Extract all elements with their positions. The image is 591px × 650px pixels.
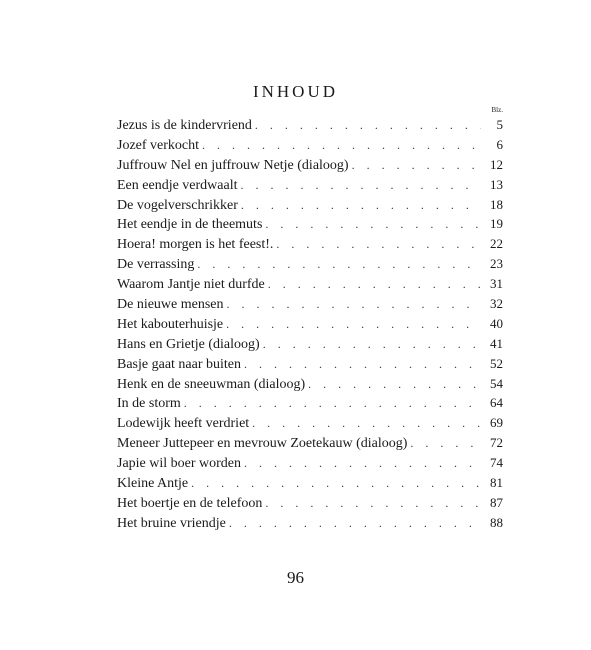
toc-entry <box>117 135 503 155</box>
toc-entry-title: De vogelverschrikker <box>117 197 238 213</box>
toc-entry-title: Lodewijk heeft verdriet <box>117 416 250 432</box>
dot-leader <box>265 215 481 235</box>
dot-leader <box>410 434 481 454</box>
dot-leader <box>191 474 481 494</box>
toc-entry <box>117 254 503 274</box>
dot-leader <box>265 494 481 514</box>
toc-entry <box>117 175 503 195</box>
toc-entry-title: Het eendje in de theemuts <box>117 217 263 233</box>
toc-entry-title: Hans en Grietje (dialoog) <box>117 336 260 352</box>
toc-entry-page: 87 <box>490 494 503 510</box>
toc-entry-page: 74 <box>490 455 503 471</box>
dot-leader <box>268 275 481 295</box>
toc-entry-title: In de storm <box>117 396 181 412</box>
toc-entry-title: Een eendje verdwaalt <box>117 177 238 193</box>
toc-entry <box>117 195 503 215</box>
toc-entry-title: Hoera! morgen is het feest!. <box>117 237 274 253</box>
toc-entry-page: 6 <box>496 136 503 152</box>
toc-entry-title: Jozef verkocht <box>117 137 200 153</box>
toc-entry <box>117 155 503 175</box>
toc-entry <box>117 234 503 254</box>
toc-entry-page: 54 <box>490 375 503 391</box>
toc-entry-page: 18 <box>490 196 503 212</box>
toc-entry-title: Het boertje en de telefoon <box>117 495 263 511</box>
toc-entry-page: 22 <box>490 236 503 252</box>
toc-entry <box>117 115 503 135</box>
toc-entry-title: Henk en de sneeuwman (dialoog) <box>117 376 306 392</box>
page-column-header: Blz. <box>491 106 503 114</box>
toc-entry-title: Het bruine vriendje <box>117 515 226 531</box>
dot-leader <box>227 295 481 315</box>
page-number: 96 <box>287 568 304 587</box>
dot-leader <box>252 414 481 434</box>
toc-entry <box>117 453 503 473</box>
toc-entry <box>117 493 503 513</box>
toc-entry <box>117 274 503 294</box>
toc-entry <box>117 314 503 334</box>
dot-leader <box>244 454 481 474</box>
toc-entry-title: Meneer Juttepeer en mevrouw Zoetekauw (dialoog) <box>117 436 408 452</box>
toc-entry-title: Het kabouterhuisje <box>117 316 224 332</box>
dot-leader <box>241 196 481 216</box>
toc-entry <box>117 334 503 354</box>
toc-entry <box>117 433 503 453</box>
toc-entry <box>117 413 503 433</box>
toc-entry <box>117 294 503 314</box>
toc-entry-page: 64 <box>490 395 503 411</box>
toc-entry <box>117 214 503 234</box>
toc-entry-page: 19 <box>490 216 503 232</box>
toc-entry-page: 69 <box>490 415 503 431</box>
page-title: INHOUD <box>252 82 339 101</box>
toc-entry-title: Jezus is de kindervriend <box>117 118 252 133</box>
dot-leader <box>255 116 481 136</box>
dot-leader <box>226 315 481 335</box>
dot-leader <box>276 235 481 255</box>
toc-entry-page: 5 <box>496 117 503 132</box>
table-of-contents <box>117 115 503 533</box>
toc-entry-title: De verrassing <box>117 257 195 273</box>
toc-entry-page: 13 <box>490 176 503 192</box>
dot-leader <box>202 136 481 156</box>
toc-entry <box>117 393 503 413</box>
toc-entry-page: 31 <box>490 276 503 292</box>
toc-entry-page: 72 <box>490 435 503 451</box>
toc-entry <box>117 513 503 533</box>
dot-leader <box>308 375 481 395</box>
dot-leader <box>352 156 481 176</box>
toc-entry-title: Basje gaat naar buiten <box>117 356 242 372</box>
toc-entry <box>117 354 503 374</box>
toc-entry-page: 52 <box>490 355 503 371</box>
toc-entry-page: 23 <box>490 256 503 272</box>
toc-entry-page: 32 <box>490 296 503 312</box>
toc-entry-title: Juffrouw Nel en juffrouw Netje (dialoog) <box>117 157 349 173</box>
dot-leader <box>263 335 481 355</box>
toc-entry-title: Kleine Antje <box>117 476 189 492</box>
toc-entry <box>117 374 503 394</box>
dot-leader <box>184 394 481 414</box>
toc-entry-page: 12 <box>490 156 503 172</box>
dot-leader <box>229 514 481 534</box>
dot-leader <box>197 255 481 275</box>
toc-entry-page: 81 <box>490 475 503 491</box>
dot-leader <box>244 355 481 375</box>
toc-entry-title: Waarom Jantje niet durfde <box>117 277 265 293</box>
toc-entry-title: Japie wil boer worden <box>117 456 242 472</box>
toc-entry-page: 88 <box>490 514 503 530</box>
toc-entry-title: De nieuwe mensen <box>117 297 224 313</box>
dot-leader <box>241 176 482 196</box>
toc-entry-page: 41 <box>490 335 503 351</box>
toc-entry-page: 40 <box>490 315 503 331</box>
toc-entry <box>117 473 503 493</box>
